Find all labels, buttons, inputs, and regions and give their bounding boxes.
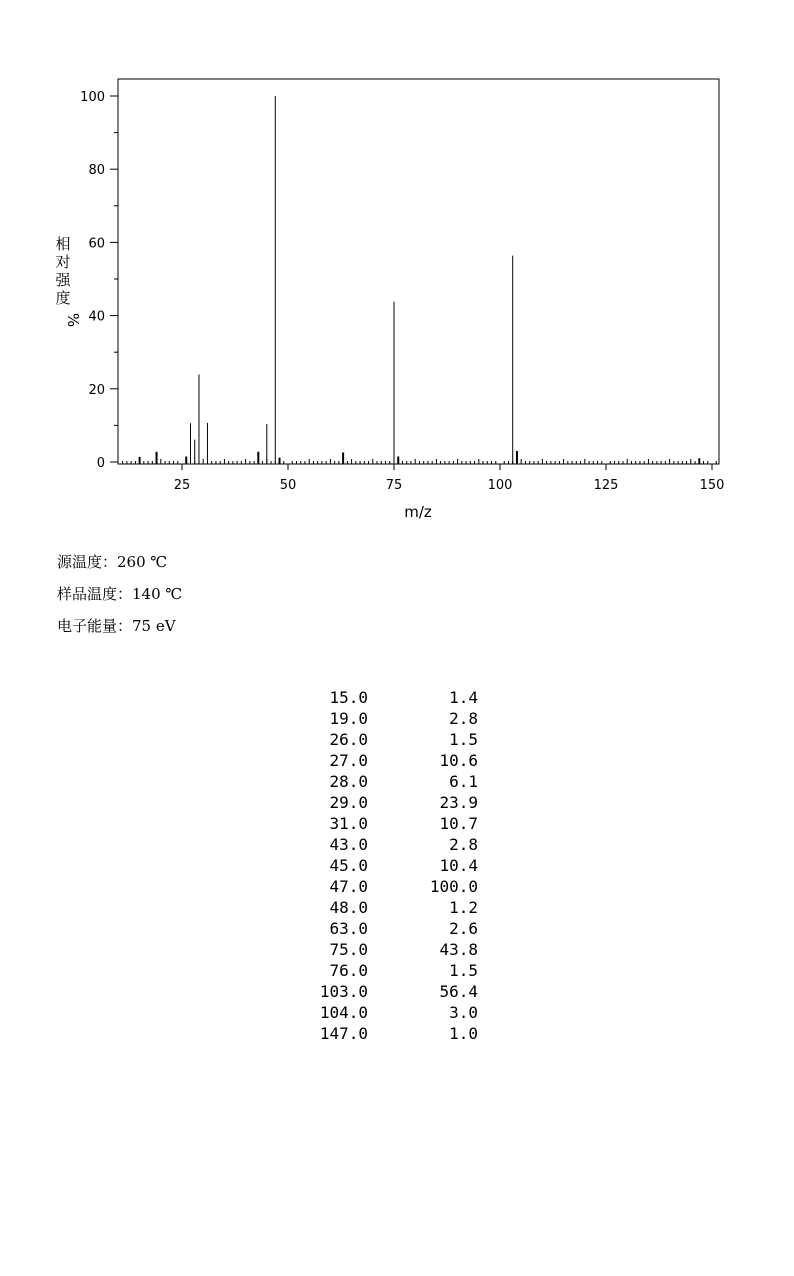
y-axis-ticks [80,90,118,471]
plot-frame [118,79,719,464]
table-row [300,960,478,981]
mz-cell: 27.0 [329,751,368,770]
mz-cell: 147.0 [319,1024,368,1043]
x-minor-ticks [123,459,717,464]
table-row [300,981,478,1002]
intensity-cell: 10.4 [439,856,478,875]
mz-cell: 76.0 [329,961,368,980]
mass-spectrum-chart [0,0,794,530]
table-row [300,918,478,939]
y-tick-label: 40 [88,309,105,325]
intensity-cell: 3.0 [449,1003,478,1022]
y-axis-title-char: 强 [55,271,71,289]
intensity-cell: 1.0 [449,1024,478,1043]
intensity-cell: 43.8 [439,940,478,959]
mz-cell: 31.0 [329,814,368,833]
sample-temperature: 样品温度：140 ℃ [57,585,183,603]
mz-cell: 63.0 [329,919,368,938]
mz-cell: 47.0 [329,877,368,896]
y-tick-label: 20 [88,382,105,398]
intensity-cell: 1.4 [449,688,478,707]
y-axis-title-char: 对 [55,253,71,271]
x-axis-ticks [174,464,725,493]
intensity-cell: 1.2 [449,898,478,917]
electron-energy: 电子能量：75 eV [57,617,176,635]
intensity-cell: 2.8 [449,709,478,728]
y-axis-title-char: 相 [55,235,71,253]
instrument-conditions [57,546,182,642]
table-row [300,855,478,876]
y-axis-title-char: % [64,312,82,328]
table-row [300,897,478,918]
intensity-cell: 6.1 [449,772,478,791]
x-tick-label: 150 [699,478,725,493]
table-row [300,729,478,750]
y-tick-label: 0 [96,456,105,471]
mz-cell: 29.0 [329,793,368,812]
table-row [300,1023,478,1044]
mz-cell: 45.0 [329,856,368,875]
mz-cell: 19.0 [329,709,368,728]
mz-cell: 15.0 [329,688,368,707]
x-axis-title: m/z [404,503,432,521]
x-tick-label: 25 [173,478,191,493]
intensity-cell: 2.8 [449,835,478,854]
table-row [300,876,478,897]
y-tick-label: 100 [80,90,105,105]
spectrum-peaks [140,96,700,464]
table-row [300,708,478,729]
y-axis-title [55,235,82,327]
x-tick-label: 75 [385,478,403,493]
x-tick-label: 125 [593,478,619,493]
mz-cell: 26.0 [329,730,368,749]
peak-table [300,687,478,1044]
mz-cell: 104.0 [319,1003,368,1022]
table-row [300,813,478,834]
table-row [300,687,478,708]
mz-cell: 28.0 [329,772,368,791]
intensity-cell: 1.5 [449,730,478,749]
source-temperature: 源温度：260 ℃ [57,553,168,571]
intensity-cell: 2.6 [449,919,478,938]
table-row [300,792,478,813]
table-row [300,750,478,771]
table-row [300,1002,478,1023]
intensity-cell: 10.7 [439,814,478,833]
mz-cell: 75.0 [329,940,368,959]
y-axis-title-char: 度 [55,289,71,307]
table-row [300,939,478,960]
table-row [300,834,478,855]
table-row [300,771,478,792]
x-tick-label: 100 [487,478,513,493]
intensity-cell: 100.0 [429,877,478,896]
mz-cell: 43.0 [329,835,368,854]
x-tick-label: 50 [279,478,297,493]
intensity-cell: 1.5 [449,961,478,980]
mz-cell: 48.0 [329,898,368,917]
intensity-cell: 23.9 [439,793,478,812]
mz-cell: 103.0 [319,982,368,1001]
y-tick-label: 60 [88,236,105,252]
y-tick-label: 80 [88,163,105,179]
intensity-cell: 56.4 [439,982,478,1001]
intensity-cell: 10.6 [439,751,478,770]
